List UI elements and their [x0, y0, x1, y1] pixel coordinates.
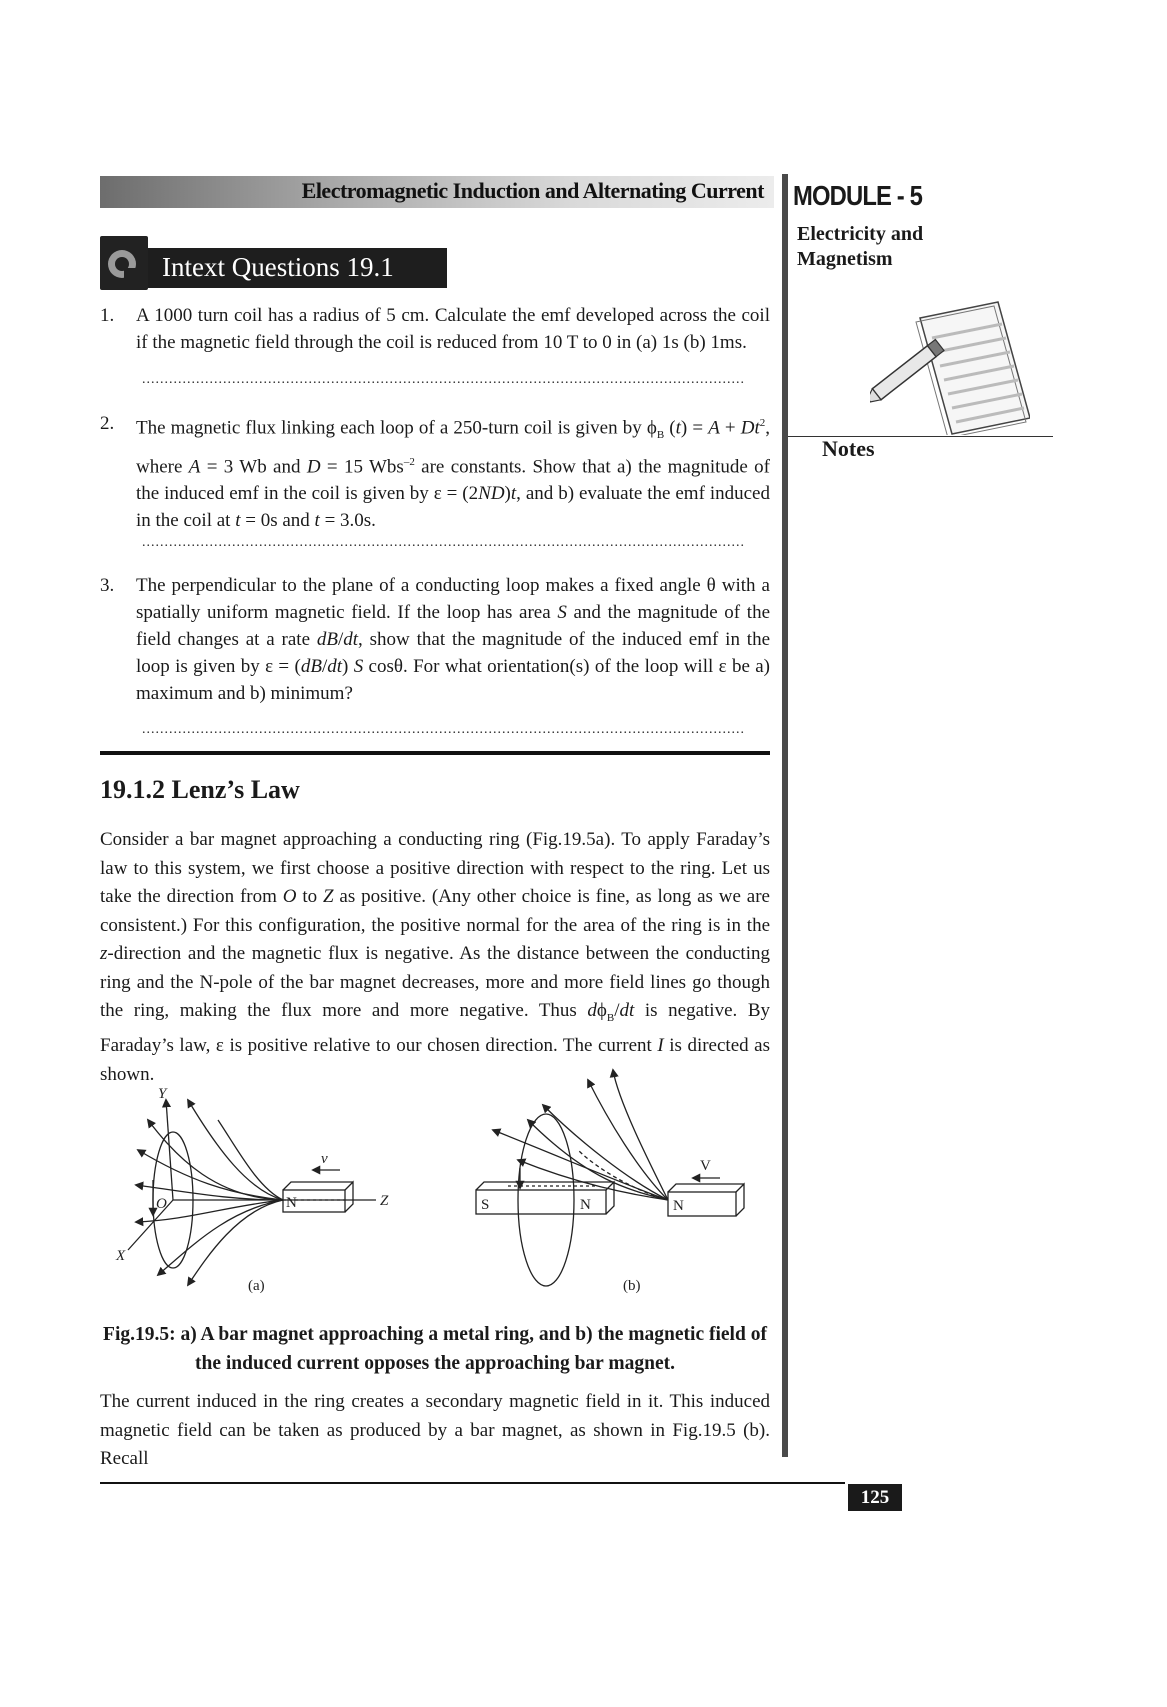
answer-line: ......................................................................................................................................	[142, 535, 745, 550]
pole-s-label-b: S	[481, 1197, 490, 1213]
answer-line: ......................................................................................................................................	[142, 722, 745, 737]
intext-title: Intext Questions 19.1	[162, 252, 394, 282]
axis-x-label: X	[116, 1248, 126, 1264]
margin-divider	[782, 174, 788, 1457]
axis-y-label: Y	[158, 1086, 167, 1102]
section-heading: 19.1.2 Lenz’s Law	[100, 775, 300, 804]
answer-line: ......................................................................................................................................	[142, 372, 745, 387]
notes-label: Notes	[822, 436, 875, 461]
figure-caption-line2: the induced current opposes the approaching bar magnet.	[195, 1353, 675, 1374]
module-subject-line2: Magnetism	[797, 248, 893, 270]
pole-n-label-a: N	[286, 1195, 297, 1211]
question-text: The perpendicular to the plane of a conducting loop makes a fixed angle θ with a spatially uniform magnetic field. If the loop has area S and the magnitude of the field changes at a rate dB/dt, show that the magnitude of the induced emf in the loop is given by ε = (dB/dt) S cosθ. For what orientation(s) of the loop will ε be a) maximum and b) minimum?	[136, 575, 771, 704]
intext-banner	[148, 248, 447, 288]
question-number: 2.	[100, 413, 115, 434]
question-number: 1.	[100, 305, 115, 326]
footer-rule	[100, 1482, 845, 1484]
axis-z-label: Z	[380, 1193, 389, 1209]
module-title: MODULE - 5	[793, 180, 923, 211]
velocity-b-label: V	[700, 1158, 711, 1174]
figure-caption-line1: Fig.19.5: a) A bar magnet approaching a metal ring, and b) the magnetic field of	[103, 1324, 767, 1345]
module-subject-line1: Electricity and	[797, 223, 924, 245]
running-header-band	[100, 176, 774, 208]
question-icon	[100, 236, 148, 290]
page-number: 125	[848, 1484, 902, 1511]
figure-label-a: (a)	[248, 1278, 265, 1294]
question-number: 3.	[100, 575, 115, 596]
question-text: A 1000 turn coil has a radius of 5 cm. Calculate the emf developed across the coil if the magnetic field through the coil is reduced from 10 T to 0 in (a) 1s (b) 1ms.	[136, 305, 770, 353]
axis-o-label: O	[156, 1196, 167, 1212]
figure-label-b: (b)	[623, 1278, 641, 1294]
notepad-pencil-icon	[870, 300, 1030, 435]
velocity-a-label: v	[321, 1151, 328, 1167]
pole-n-label-b-inner: N	[580, 1197, 591, 1213]
running-header-title: Electromagnetic Induction and Alternating Current	[301, 178, 764, 203]
section-divider	[100, 751, 770, 755]
figure-19-5	[108, 1060, 768, 1295]
pole-n-label-b: N	[673, 1198, 684, 1214]
body-paragraph: Consider a bar magnet approaching a conducting ring (Fig.19.5a). To apply Faraday’s law to this system, we first choose a positive direction with respect to the ring. Let us take the direction from O to Z as positive. (Any other choice is fine, as long as we are consistent.) For this configuration, the positive normal for the area of the ring is in the z-direction and the magnetic flux is negative. As the distance between the conducting ring and the N-pole of the bar magnet decreases, more and more field lines go though the ring, making the flux more and more negative. Thus $d\phi_B/dt$ is negative. By Faraday’s law, ε is positive relative to our chosen direction. The current I is directed as shown.	[100, 829, 771, 1085]
figure-caption	[100, 1320, 770, 1378]
body-paragraph: The current induced in the ring creates a secondary magnetic field in it. This induced magnetic field can be taken as produced by a bar magnet, as shown in Fig.19.5 (b). Recall	[100, 1391, 770, 1469]
module-subject	[797, 222, 957, 272]
question-text: The magnetic flux linking each loop of a 250-turn coil is given by $\phi_B$ $(t) = A + Dt^2$, where A = 3 Wb and D = 15 Wbs$^{-2}$ are constants. Show that a) the magnitude of the induced emf in the coil is given by ε = (2ND)t, and b) evaluate the emf induced in the coil at t = 0s and t = 3.0s.	[136, 417, 771, 532]
